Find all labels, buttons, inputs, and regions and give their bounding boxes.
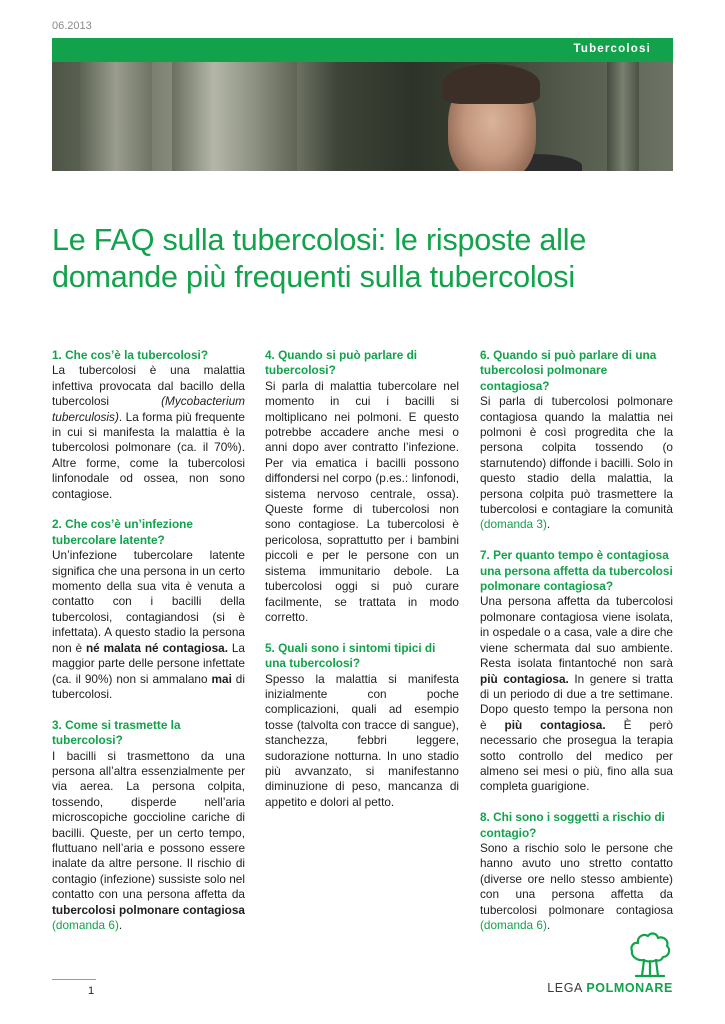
answer-text: I bacilli si trasmettono da una persona all’altra essenzialmente per via aerea. La persona colpita, tossendo, disperde nell’aria microscopiche goccioline cariche di bacilli. Queste, per un certo tempo, fluttuano nell’aria e possono essere inalate da altre persone. Il rischio di contagio (infezione) sussiste solo nel contatto con una persona affetta da — [52, 748, 245, 902]
answer-text: Si parla di tubercolosi polmonare contagiosa quando la malattia nei polmoni è così progredita che la persona colpita tossendo (o starnutendo) diffonde i bacilli. Solo in questo stadio della malattia, la persona colpita può trasmettere la tubercolosi e contagiare la comunità — [480, 394, 673, 517]
header-bar — [52, 38, 673, 62]
faq-question: 4. Quando si può parlare di tubercolosi? — [265, 348, 418, 378]
faq-question: 1. Che cos’è la tubercolosi? — [52, 348, 209, 362]
answer-text: La maggior parte delle persone infettate (ca. il 90%) non si ammalano — [52, 640, 245, 686]
faq-item — [480, 348, 673, 533]
page-title-line-2: domande più frequenti sulla tubercolosi — [52, 260, 575, 294]
faq-item — [480, 548, 673, 795]
answer-text: Si parla di malattia tubercolare nel momento in cui i bacilli si moltiplicano nei polmoni. E questo potrebbe accadere anche mesi o anni dopo aver contratto l’infezione. Per via ematica i bacilli possono diffondersi nel corpo (p.es.: linfonodi, sistema nervoso centrale, ossa). Queste forme di tubercolosi non sono contagiose. La tubercolosi è pericolosa, soprattutto per i bambini piccoli e per le persone con un sistema immunitario debole. La tubercolosi oggi si può curare facilmente, se trattata in modo corretto. — [265, 378, 459, 624]
faq-item — [52, 517, 245, 702]
answer-text: né malata né contagiosa. — [85, 640, 229, 655]
tree-logo-icon — [626, 930, 674, 980]
faq-answer — [480, 394, 673, 533]
answer-text: più contagiosa. — [480, 671, 569, 686]
topic-tag: Tubercolosi — [573, 43, 651, 55]
answer-text: più contagiosa. — [504, 717, 606, 732]
answer-text: La tubercolosi è una malattia infettiva provocata dal bacillo della tubercolosi — [52, 363, 245, 409]
answer-text: . — [546, 918, 551, 932]
page-number: 1 — [88, 985, 95, 997]
faq-question: 6. Quando si può parlare di una tubercolosi polmonare contagiosa? — [480, 348, 657, 393]
answer-text: di tubercolosi. — [52, 671, 245, 701]
faq-answer — [480, 594, 673, 794]
answer-text: tubercolosi polmonare contagiosa — [52, 902, 245, 917]
faq-answer — [265, 379, 459, 626]
logo-word-1: LEGA — [547, 981, 583, 995]
faq-answer — [265, 672, 459, 811]
answer-text: . — [118, 918, 123, 932]
column-2 — [265, 348, 459, 826]
faq-question: 8. Chi sono i soggetti a rischio di contagio? — [480, 810, 665, 840]
answer-text: . La forma più frequente in cui si manifesta la malattia è la tubercolosi polmonare (ca. il 70%). Altre forme, come la tubercolosi linfonodale od ossea, non sono contagiose. — [52, 409, 245, 501]
answer-text: Sono a rischio solo le persone che hanno avuto uno stretto contatto (diverse ore nello stesso ambiente) con una persona affetta da tubercolosi polmonare contagiosa — [480, 840, 673, 917]
answer-text: In genere si tratta di un periodo di due a tre settimane. Dopo questo tempo la persona non è — [480, 671, 673, 732]
header-photo — [52, 62, 673, 171]
cross-reference: (domanda 6) — [480, 918, 547, 932]
cross-reference: (domanda 6) — [52, 918, 119, 932]
faq-item — [480, 810, 673, 933]
page-title-line-1: Le FAQ sulla tubercolosi: le risposte alle — [52, 223, 587, 257]
organization-logo-text — [547, 981, 673, 995]
faq-answer — [52, 363, 245, 502]
faq-answer — [52, 749, 245, 934]
answer-text: È però necessario che prosegua la terapia sotto controllo del medico per almeno sei mesi o più, fino alla sua completa guarigione. — [480, 717, 673, 794]
faq-item — [52, 348, 245, 502]
footer-divider — [52, 979, 96, 980]
faq-answer — [52, 548, 245, 702]
faq-question: 2. Che cos’è un’infezione tubercolare latente? — [52, 517, 193, 547]
faq-item — [52, 718, 245, 934]
column-1 — [52, 348, 245, 949]
answer-text: Un’infezione tubercolare latente significa che una persona in un certo momento della sua vita è venuta a contatto con i bacilli della tubercolosi, contagiandosi (si è infettata). A questo stadio la persona non è — [52, 548, 245, 655]
faq-item — [265, 641, 459, 810]
page-title — [52, 222, 672, 296]
header-banner — [52, 38, 673, 171]
faq-item — [265, 348, 459, 625]
logo-word-2: POLMONARE — [586, 981, 673, 995]
faq-question: 5. Quali sono i sintomi tipici di una tubercolosi? — [265, 640, 436, 671]
answer-text: (Mycobacterium tuberculosis) — [52, 394, 245, 424]
document-date: 06.2013 — [52, 20, 92, 32]
faq-answer — [480, 841, 673, 933]
faq-question: 3. Come si trasmette la tubercolosi? — [52, 717, 181, 748]
faq-question: 7. Per quanto tempo è contagiosa una persona affetta da tubercolosi polmonare contagiosa? — [480, 548, 673, 594]
answer-text: mai — [211, 671, 232, 686]
answer-text: Spesso la malattia si manifesta inizialmente con poche complicazioni, quali ad esempio tosse (talvolta con tracce di sangue), stanchezza, febbri leggere, sudorazione notturna. In uno stadio più avvanzato, si manifestanno diminuzione di peso, mancanza di appetito e dolori al petto. — [265, 671, 459, 809]
answer-text: Una persona affetta da tubercolosi polmonare contagiosa viene isolata, in ospedale o a casa, vale a dire che viene schermata dal suo ambiente. Resta isolata fintantoché non sarà — [480, 594, 673, 671]
cross-reference: (domanda 3) — [480, 517, 547, 532]
column-3 — [480, 348, 673, 949]
answer-text: . — [546, 517, 551, 532]
